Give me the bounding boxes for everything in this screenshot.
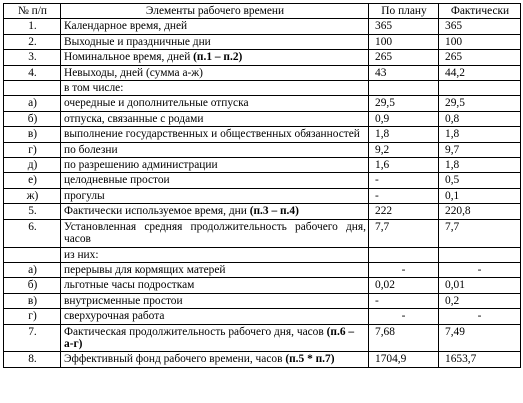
row-formula: (п.6 – а-г)	[64, 325, 355, 350]
header-num: № п/п	[4, 4, 61, 19]
row-element	[61, 65, 369, 80]
table-row	[4, 34, 521, 49]
row-num: а)	[4, 262, 61, 277]
row-actual-value: 220,8	[439, 204, 521, 219]
row-element	[61, 81, 369, 96]
row-element	[61, 142, 369, 157]
row-num: б)	[4, 278, 61, 293]
row-element	[61, 219, 369, 247]
row-plan-value: -	[369, 293, 439, 308]
row-element-label: по разрешению администрации	[64, 159, 218, 172]
row-plan-value: -	[369, 173, 439, 188]
row-num: 7.	[4, 324, 61, 352]
row-element	[61, 111, 369, 126]
table-row	[4, 81, 521, 96]
row-plan-value: -	[369, 309, 439, 324]
row-element-label: Фактическая продолжительность рабочего дня, часов	[64, 325, 327, 338]
row-actual-value: -	[439, 262, 521, 277]
row-element	[61, 158, 369, 173]
row-actual-value: 1,8	[439, 158, 521, 173]
row-element	[61, 127, 369, 142]
row-plan-value: -	[369, 262, 439, 277]
row-actual-value: 44,2	[439, 65, 521, 80]
row-plan-value: 365	[369, 19, 439, 34]
row-actual-value: 7,7	[439, 219, 521, 247]
work-time-table	[3, 3, 521, 368]
row-plan-value: 100	[369, 34, 439, 49]
row-plan-value: 0,9	[369, 111, 439, 126]
row-element	[61, 309, 369, 324]
row-actual-value: 0,2	[439, 293, 521, 308]
row-element-label: Номинальное время, дней	[64, 51, 194, 64]
row-num: в)	[4, 127, 61, 142]
row-element	[61, 96, 369, 111]
table-row	[4, 96, 521, 111]
row-element	[61, 247, 369, 262]
table-body	[4, 19, 521, 367]
table-header-row	[4, 4, 521, 19]
row-num: 4.	[4, 65, 61, 80]
row-actual-value: 265	[439, 50, 521, 65]
row-actual-value: 365	[439, 19, 521, 34]
row-element-label: сверхурочная работа	[64, 310, 165, 323]
row-element-label: Календарное время, дней	[64, 20, 188, 33]
row-element	[61, 324, 369, 352]
row-element	[61, 352, 369, 367]
row-num: ж)	[4, 188, 61, 203]
row-formula: (п.5 * п.7)	[285, 353, 335, 366]
row-element	[61, 34, 369, 49]
row-element-label: из них:	[64, 248, 99, 261]
row-num	[4, 81, 61, 96]
table-row	[4, 127, 521, 142]
row-element-label: Установленная средняя продолжительность рабочего дня, часов	[64, 220, 366, 246]
row-num: 8.	[4, 352, 61, 367]
row-plan-value: 265	[369, 50, 439, 65]
row-element	[61, 188, 369, 203]
row-plan-value: 0,02	[369, 278, 439, 293]
table-row	[4, 65, 521, 80]
row-num: б)	[4, 111, 61, 126]
row-num: г)	[4, 309, 61, 324]
row-plan-value: 7,7	[369, 219, 439, 247]
row-element-label: внутрисменные простои	[64, 294, 183, 307]
table-row	[4, 309, 521, 324]
row-actual-value: 1653,7	[439, 352, 521, 367]
row-element-label: выполнение государственных и общественных обязанностей	[64, 128, 360, 141]
row-element	[61, 278, 369, 293]
row-plan-value: 1,6	[369, 158, 439, 173]
table-row	[4, 247, 521, 262]
row-element	[61, 173, 369, 188]
row-formula: (п.1 – п.2)	[193, 51, 243, 64]
table-row	[4, 352, 521, 367]
table-row	[4, 188, 521, 203]
row-plan-value: 222	[369, 204, 439, 219]
row-num: г)	[4, 142, 61, 157]
table-row	[4, 111, 521, 126]
row-element-label: перерывы для кормящих матерей	[64, 263, 226, 276]
row-num: д)	[4, 158, 61, 173]
row-actual-value: 0,01	[439, 278, 521, 293]
row-actual-value	[439, 247, 521, 262]
row-num: в)	[4, 293, 61, 308]
row-actual-value: 0,5	[439, 173, 521, 188]
row-num: 1.	[4, 19, 61, 34]
row-element-label: Фактически используемое время, дни	[64, 205, 250, 218]
row-actual-value: -	[439, 309, 521, 324]
row-element-label: целодневные простои	[64, 174, 170, 187]
table-row	[4, 293, 521, 308]
table-row	[4, 204, 521, 219]
row-actual-value: 29,5	[439, 96, 521, 111]
row-element	[61, 293, 369, 308]
row-num: 3.	[4, 50, 61, 65]
row-plan-value: 43	[369, 65, 439, 80]
row-element-label: Выходные и праздничные дни	[64, 35, 211, 48]
table-row	[4, 324, 521, 352]
table-row	[4, 173, 521, 188]
row-actual-value: 100	[439, 34, 521, 49]
row-plan-value: 29,5	[369, 96, 439, 111]
row-actual-value: 0,1	[439, 188, 521, 203]
row-plan-value	[369, 247, 439, 262]
row-element-label: прогулы	[64, 189, 105, 202]
table-row	[4, 262, 521, 277]
row-element	[61, 19, 369, 34]
row-element-label: отпуска, связанные с родами	[64, 112, 204, 125]
table-row	[4, 219, 521, 247]
header-element: Элементы рабочего времени	[61, 4, 369, 19]
header-plan: По плану	[369, 4, 439, 19]
row-num: 2.	[4, 34, 61, 49]
row-plan-value: -	[369, 188, 439, 203]
row-num: 5.	[4, 204, 61, 219]
row-plan-value: 1,8	[369, 127, 439, 142]
row-num: е)	[4, 173, 61, 188]
row-plan-value: 7,68	[369, 324, 439, 352]
header-actual: Фактически	[439, 4, 521, 19]
row-formula: (п.3 – п.4)	[249, 205, 299, 218]
row-plan-value: 9,2	[369, 142, 439, 157]
table-row	[4, 158, 521, 173]
row-element-label: Эффективный фонд рабочего времени, часов	[64, 353, 286, 366]
row-num: а)	[4, 96, 61, 111]
row-element-label: очередные и дополнительные отпуска	[64, 97, 249, 110]
row-actual-value: 1,8	[439, 127, 521, 142]
row-plan-value: 1704,9	[369, 352, 439, 367]
row-element-label: по болезни	[64, 143, 118, 156]
table-row	[4, 278, 521, 293]
row-actual-value	[439, 81, 521, 96]
row-actual-value: 7,49	[439, 324, 521, 352]
row-plan-value	[369, 81, 439, 96]
table-row	[4, 142, 521, 157]
row-element-label: в том числе:	[64, 82, 124, 95]
row-element-label: Невыходы, дней (сумма а-ж)	[64, 66, 203, 79]
row-element	[61, 50, 369, 65]
row-element-label: льготные часы подросткам	[64, 279, 195, 292]
row-actual-value: 0,8	[439, 111, 521, 126]
row-element	[61, 262, 369, 277]
row-actual-value: 9,7	[439, 142, 521, 157]
row-num	[4, 247, 61, 262]
row-num: 6.	[4, 219, 61, 247]
table-row	[4, 19, 521, 34]
table-row	[4, 50, 521, 65]
row-element	[61, 204, 369, 219]
